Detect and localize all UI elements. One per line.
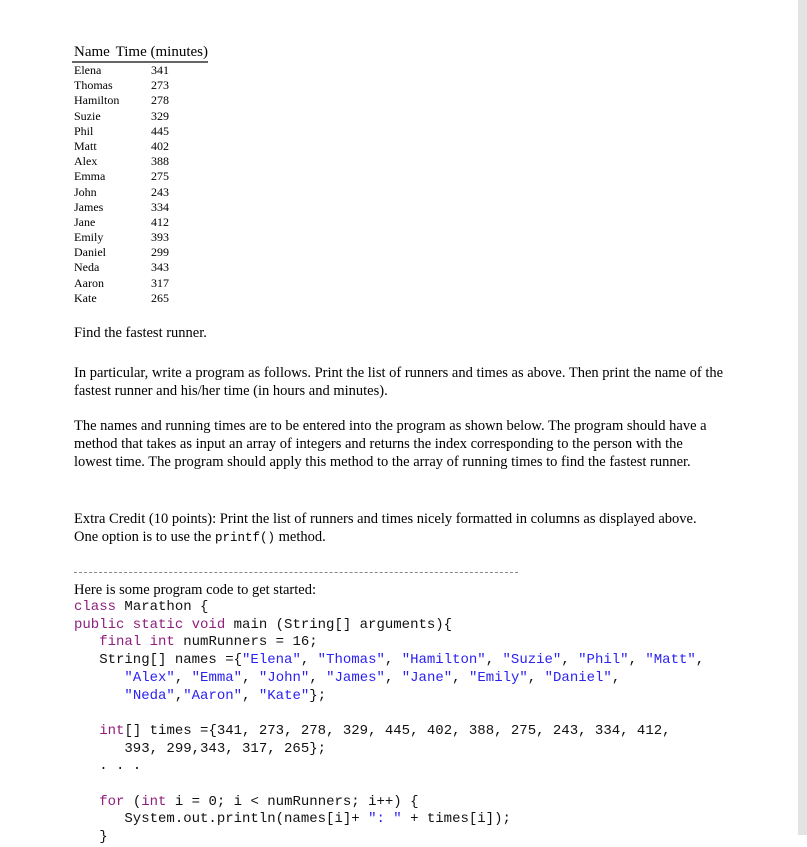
runner-time: 341: [151, 63, 169, 77]
code-keyword: int: [141, 793, 167, 810]
runner-name: Daniel: [74, 245, 106, 260]
code-line: [74, 758, 704, 776]
code-text: ,: [384, 669, 402, 686]
code-text: ,: [561, 652, 579, 669]
code-line: [74, 794, 704, 812]
runner-name: John: [74, 184, 97, 199]
code-line: [74, 634, 704, 652]
code-text: Marathon {: [116, 599, 209, 615]
code-line: [74, 705, 704, 723]
table-row: [72, 230, 208, 245]
runner-time: 412: [151, 214, 169, 229]
table-row: [72, 93, 208, 108]
table-header: [72, 44, 208, 63]
code-text: ,: [300, 652, 318, 669]
code-string: "John": [258, 669, 310, 686]
runner-time: 275: [151, 169, 169, 184]
runner-name: Emily: [74, 230, 104, 245]
code-text: numRunners = 16;: [174, 634, 318, 651]
runner-time: 299: [151, 245, 169, 260]
code-keyword: for: [99, 793, 125, 810]
code-text: ,: [611, 669, 621, 686]
code-line: [74, 652, 704, 670]
runner-name: Neda: [74, 260, 100, 275]
code-text: [74, 670, 124, 686]
code-text: ,: [242, 687, 259, 704]
code-line: [74, 741, 704, 759]
code-text: [74, 705, 82, 721]
code-text: ,: [485, 652, 503, 669]
code-text: ,: [174, 687, 184, 704]
extra-credit-paragraph: [74, 510, 724, 547]
runner-name: Kate: [74, 290, 97, 305]
table-row: [72, 291, 208, 306]
printf-code: printf(): [214, 531, 275, 545]
dashed-divider: [74, 572, 518, 573]
code-line: [74, 829, 704, 847]
runner-time: 329: [151, 108, 169, 123]
code-text: [74, 794, 99, 810]
code-text: 393, 299,343, 317, 265};: [74, 740, 327, 757]
code-text: }: [74, 829, 108, 846]
code-string: ": ": [368, 811, 402, 828]
code-text: [74, 723, 99, 739]
code-intro: Here is some program code to get started:: [74, 582, 316, 598]
runner-time: 243: [151, 184, 169, 199]
code-keyword: int: [99, 722, 125, 739]
code-string: "Daniel": [544, 669, 612, 686]
requirements-paragraph: The names and running times are to be entered into the program as shown below. The program should have a method that takes as input an array of integers and returns the index corresponding to the person with the lowest time. The program should apply this method to the array of running times to find the fastest runner.: [74, 418, 707, 470]
code-text: [74, 776, 82, 792]
runner-time: 334: [151, 199, 169, 214]
code-line: [74, 670, 704, 688]
runner-time: 402: [151, 138, 169, 153]
runner-times-table: [72, 44, 208, 306]
code-text: ,: [384, 652, 402, 669]
extra-credit-tail: method.: [274, 529, 326, 545]
code-string: "Phil": [578, 652, 629, 669]
code-text: [74, 688, 124, 704]
code-text: ,: [242, 669, 259, 686]
header-name: Name: [74, 44, 110, 60]
code-text: ,: [695, 652, 705, 669]
table-row: [72, 124, 208, 139]
code-line: [74, 776, 704, 794]
table-row: [72, 109, 208, 124]
code-string: "Alex": [124, 669, 175, 686]
table-row: [72, 78, 208, 93]
code-text: System.out.println(names[i]+: [74, 811, 369, 828]
code-string: "Suzie": [502, 652, 562, 669]
table-row: [72, 276, 208, 291]
code-keyword: public static void: [74, 616, 226, 633]
instructions-paragraph: In particular, write a program as follows. Print the list of runners and times as above. Then print the name of the fastest runner and his/her time (in hours and minutes).: [74, 365, 724, 399]
code-keyword: class: [74, 599, 117, 615]
table-row: [72, 169, 208, 184]
table-row: [72, 200, 208, 215]
table-row: [72, 185, 208, 200]
runner-name: Aaron: [74, 275, 104, 290]
code-text: ,: [309, 669, 327, 686]
code-string: "Emily": [468, 669, 528, 686]
code-string: "Aaron": [183, 687, 243, 704]
code-string: "Emma": [191, 669, 243, 686]
runner-name: Emma: [74, 169, 106, 184]
runner-name: Phil: [74, 123, 94, 138]
runner-name: Hamilton: [74, 93, 120, 108]
table-row: [72, 139, 208, 154]
code-string: "James": [326, 669, 385, 686]
code-line: [74, 811, 704, 829]
code-text: ,: [174, 669, 192, 686]
runner-time: 278: [151, 93, 169, 108]
header-time: Time (minutes): [115, 44, 208, 60]
runner-time: 317: [151, 275, 169, 290]
runner-name: Elena: [74, 63, 102, 77]
runner-name: Alex: [74, 154, 98, 169]
table-row: [72, 245, 208, 260]
code-line: [74, 723, 704, 741]
code-keyword: final int: [99, 634, 175, 651]
table-row: [72, 215, 208, 230]
code-text: };: [309, 687, 327, 704]
table-row: [72, 154, 208, 169]
code-text: [74, 634, 99, 650]
code-string: "Thomas": [317, 652, 385, 669]
code-text: String[] names ={: [74, 652, 243, 669]
runner-name: Thomas: [74, 78, 113, 93]
code-text: ,: [628, 652, 646, 669]
runner-name: James: [74, 199, 104, 214]
code-text: ,: [452, 669, 469, 686]
code-line: [74, 617, 704, 635]
task-heading: Find the fastest runner.: [74, 325, 207, 341]
code-string: "Jane": [401, 669, 453, 686]
code-text: . . .: [74, 758, 142, 775]
scrollbar[interactable]: [798, 0, 807, 835]
runner-time: 445: [151, 123, 169, 138]
runner-time: 393: [151, 230, 169, 245]
runner-time: 273: [151, 78, 169, 93]
code-text: [] times ={341, 273, 278, 329, 445, 402, 388, 275, 243, 334, 412,: [124, 722, 671, 739]
runner-time: 343: [151, 260, 169, 275]
code-text: main (String[] arguments){: [225, 616, 453, 633]
code-string: "Kate": [258, 687, 310, 704]
code-block: [74, 599, 704, 847]
table-row: [72, 63, 208, 78]
runner-time: 388: [151, 154, 169, 169]
table-row: [72, 260, 208, 275]
code-text: (: [124, 793, 142, 810]
extra-credit-text: Extra Credit (10 points): Print the list of runners and times nicely formatted in columns as displayed above. One option is to use the: [74, 511, 697, 545]
code-line: [74, 688, 704, 706]
code-string: "Matt": [645, 652, 696, 669]
runner-name: Matt: [74, 138, 97, 153]
code-text: i = 0; i < numRunners; i++) {: [166, 793, 419, 810]
code-string: "Neda": [124, 687, 175, 704]
code-string: "Elena": [242, 652, 301, 669]
code-string: "Hamilton": [401, 652, 486, 669]
code-line: [74, 599, 704, 617]
code-text: + times[i]);: [401, 811, 511, 828]
runner-name: Suzie: [74, 108, 101, 123]
runner-name: Jane: [74, 214, 96, 229]
runner-time: 265: [151, 290, 169, 305]
code-text: ,: [527, 669, 545, 686]
